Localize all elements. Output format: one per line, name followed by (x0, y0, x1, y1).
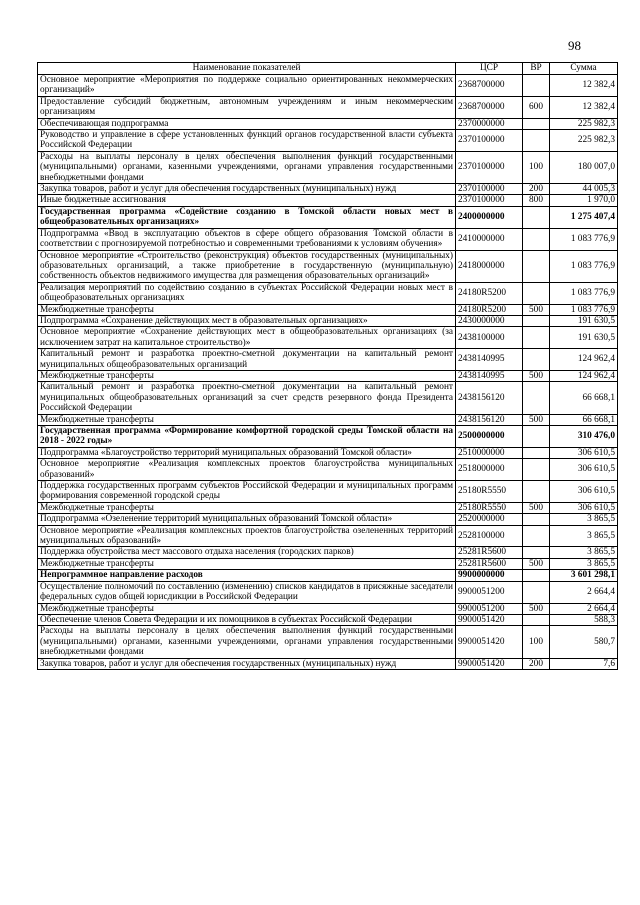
row-sum-cell: 588,3 (550, 614, 618, 625)
row-csr-cell: 2438140995 (456, 370, 523, 381)
row-name-cell: Межбюджетные трансферты (38, 370, 456, 381)
row-name-cell: Расходы на выплаты персоналу в целях обеспечения выполнения функций государственными (муниципальными) органами, казенными учреждениями, органами управления государственными внебюджетными фондами (38, 151, 456, 183)
table-row (38, 514, 618, 525)
row-name-cell: Обеспечение членов Совета Федерации и их помощников в субъектах Российской Федерации (38, 614, 456, 625)
row-csr-cell: 25180R5550 (456, 502, 523, 513)
row-csr-cell: 2370100000 (456, 184, 523, 195)
budget-table (37, 62, 618, 670)
row-name-cell: Основное мероприятие «Сохранение действующих мест в общеобразовательных организациях (за исключением затрат на капитальное строительство)» (38, 327, 456, 349)
row-vr-cell: 500 (523, 558, 550, 569)
row-name-cell: Межбюджетные трансферты (38, 414, 456, 425)
row-vr-cell (523, 315, 550, 326)
row-vr-cell (523, 75, 550, 97)
row-csr-cell: 2528100000 (456, 525, 523, 547)
row-csr-cell: 9900051420 (456, 658, 523, 669)
table-row (38, 96, 618, 118)
row-sum-cell: 310 476,0 (550, 426, 618, 448)
row-sum-cell: 306 610,5 (550, 447, 618, 458)
row-sum-cell: 66 668,1 (550, 382, 618, 414)
row-name-cell: Подпрограмма «Озеленение территорий муниципальных образований Томской области» (38, 514, 456, 525)
row-csr-cell: 25281R5600 (456, 547, 523, 558)
row-csr-cell: 2518000000 (456, 459, 523, 481)
table-body (38, 75, 618, 670)
table-row (38, 304, 618, 315)
table-row (38, 195, 618, 206)
row-csr-cell: 2370100000 (456, 195, 523, 206)
row-sum-cell: 180 007,0 (550, 151, 618, 183)
row-sum-cell: 1 970,0 (550, 195, 618, 206)
row-sum-cell: 306 610,5 (550, 459, 618, 481)
row-sum-cell: 225 982,3 (550, 130, 618, 152)
table-row (38, 75, 618, 97)
table-row (38, 570, 618, 581)
row-name-cell: Подпрограмма «Ввод в эксплуатацию объектов в сфере общего образования Томской области в соответствии с прогнозируемой потребностью и современными требованиями к условиям обучения» (38, 228, 456, 250)
row-name-cell: Межбюджетные трансферты (38, 304, 456, 315)
row-vr-cell: 500 (523, 414, 550, 425)
row-name-cell: Капитальный ремонт и разработка проектно-сметной документации на капитальный ремонт муниципальных общеобразовательных организаций (38, 349, 456, 371)
row-csr-cell: 2510000000 (456, 447, 523, 458)
row-vr-cell: 500 (523, 304, 550, 315)
table-row (38, 603, 618, 614)
table-row (38, 282, 618, 304)
row-vr-cell: 500 (523, 502, 550, 513)
row-vr-cell (523, 382, 550, 414)
row-vr-cell: 100 (523, 626, 550, 658)
row-vr-cell (523, 228, 550, 250)
row-csr-cell: 9900051200 (456, 581, 523, 603)
row-name-cell: Основное мероприятие «Мероприятия по поддержке социально ориентированных некоммерческих организаций» (38, 75, 456, 97)
row-name-cell: Предоставление субсидий бюджетным, автономным учреждениям и иным некоммерческим организациям (38, 96, 456, 118)
row-csr-cell: 2368700000 (456, 75, 523, 97)
row-csr-cell: 2438156120 (456, 414, 523, 425)
row-sum-cell: 2 664,4 (550, 603, 618, 614)
row-vr-cell (523, 282, 550, 304)
row-csr-cell: 9900000000 (456, 570, 523, 581)
row-vr-cell (523, 426, 550, 448)
row-vr-cell (523, 250, 550, 282)
table-row (38, 459, 618, 481)
row-vr-cell (523, 525, 550, 547)
row-sum-cell: 7,6 (550, 658, 618, 669)
table-row (38, 349, 618, 371)
row-name-cell: Руководство и управление в сфере установленных функций органов государственной власти субъекта Российской Федерации (38, 130, 456, 152)
row-csr-cell: 2438140995 (456, 349, 523, 371)
row-vr-cell (523, 130, 550, 152)
table-row (38, 130, 618, 152)
row-csr-cell: 9900051200 (456, 603, 523, 614)
row-sum-cell: 124 962,4 (550, 349, 618, 371)
row-vr-cell: 100 (523, 151, 550, 183)
row-name-cell: Подпрограмма «Благоустройство территорий муниципальных образований Томской области» (38, 447, 456, 458)
row-vr-cell (523, 447, 550, 458)
table-row (38, 370, 618, 381)
header-csr: ЦСР (456, 63, 523, 75)
row-sum-cell: 580,7 (550, 626, 618, 658)
row-csr-cell: 2370000000 (456, 118, 523, 129)
row-vr-cell (523, 481, 550, 503)
table-row (38, 426, 618, 448)
table-row (38, 614, 618, 625)
row-name-cell: Основное мероприятие «Реализация комплексных проектов благоустройства муниципальных образований» (38, 459, 456, 481)
row-vr-cell (523, 118, 550, 129)
row-vr-cell: 200 (523, 658, 550, 669)
row-vr-cell (523, 514, 550, 525)
row-sum-cell: 306 610,5 (550, 502, 618, 513)
row-sum-cell: 3 601 298,1 (550, 570, 618, 581)
table-row (38, 327, 618, 349)
row-sum-cell: 1 083 776,9 (550, 282, 618, 304)
row-csr-cell: 2500000000 (456, 426, 523, 448)
row-sum-cell: 3 865,5 (550, 525, 618, 547)
row-name-cell: Межбюджетные трансферты (38, 603, 456, 614)
row-csr-cell: 25180R5550 (456, 481, 523, 503)
table-row (38, 626, 618, 658)
table-row (38, 206, 618, 228)
header-name: Наименование показателей (38, 63, 456, 75)
row-sum-cell: 66 668,1 (550, 414, 618, 425)
row-name-cell: Расходы на выплаты персоналу в целях обеспечения выполнения функций государственными (муниципальными) органами, казенными учреждениями, органами управления государственными внебюджетными фондами (38, 626, 456, 658)
table-row (38, 250, 618, 282)
row-vr-cell: 200 (523, 184, 550, 195)
row-sum-cell: 3 865,5 (550, 514, 618, 525)
row-csr-cell: 2520000000 (456, 514, 523, 525)
row-vr-cell (523, 349, 550, 371)
table-row (38, 658, 618, 669)
table-row (38, 481, 618, 503)
row-sum-cell: 191 630,5 (550, 315, 618, 326)
row-sum-cell: 3 865,5 (550, 558, 618, 569)
row-csr-cell: 2400000000 (456, 206, 523, 228)
row-name-cell: Обеспечивающая подпрограмма (38, 118, 456, 129)
table-row (38, 581, 618, 603)
row-vr-cell (523, 459, 550, 481)
row-name-cell: Иные бюджетные ассигнования (38, 195, 456, 206)
row-sum-cell: 124 962,4 (550, 370, 618, 381)
row-sum-cell: 12 382,4 (550, 75, 618, 97)
row-name-cell: Капитальный ремонт и разработка проектно-сметной документации на капитальный ремонт муниципальных общеобразовательных организаций за счет средств резервного фонда Президента Российской Федерации (38, 382, 456, 414)
row-vr-cell (523, 570, 550, 581)
table-row (38, 228, 618, 250)
row-sum-cell: 306 610,5 (550, 481, 618, 503)
table-row (38, 502, 618, 513)
row-name-cell: Подпрограмма «Сохранение действующих мест в образовательных организациях» (38, 315, 456, 326)
row-name-cell: Государственная программа «Содействие созданию в Томской области новых мест в общеобразовательных организациях» (38, 206, 456, 228)
row-name-cell: Реализация мероприятий по содействию созданию в субъектах Российской Федерации новых мест в общеобразовательных организациях (38, 282, 456, 304)
row-name-cell: Непрограммное направление расходов (38, 570, 456, 581)
table-row (38, 414, 618, 425)
header-vr: ВР (523, 63, 550, 75)
row-name-cell: Основное мероприятие «Строительство (реконструкция) объектов государственных (муниципальных) образовательных организаций, а также приобретение в государственную (муниципальную) собственность объектов недвижимого имущества для размещения образовательных организаций» (38, 250, 456, 282)
row-csr-cell: 24180R5200 (456, 282, 523, 304)
row-csr-cell: 9900051420 (456, 626, 523, 658)
row-name-cell: Государственная программа «Формирование комфортной городской среды Томской области на 2018 - 2022 годы» (38, 426, 456, 448)
row-sum-cell: 1 083 776,9 (550, 228, 618, 250)
table-row (38, 151, 618, 183)
row-sum-cell: 3 865,5 (550, 547, 618, 558)
row-sum-cell: 225 982,3 (550, 118, 618, 129)
row-csr-cell: 24180R5200 (456, 304, 523, 315)
row-csr-cell: 2370100000 (456, 151, 523, 183)
row-vr-cell (523, 547, 550, 558)
row-name-cell: Межбюджетные трансферты (38, 502, 456, 513)
row-vr-cell (523, 614, 550, 625)
row-vr-cell (523, 581, 550, 603)
row-sum-cell: 12 382,4 (550, 96, 618, 118)
row-sum-cell: 44 005,3 (550, 184, 618, 195)
row-name-cell: Закупка товаров, работ и услуг для обеспечения государственных (муниципальных) нужд (38, 658, 456, 669)
table-header-row (38, 63, 618, 75)
row-sum-cell: 1 083 776,9 (550, 250, 618, 282)
row-csr-cell: 2438100000 (456, 327, 523, 349)
row-sum-cell: 2 664,4 (550, 581, 618, 603)
row-name-cell: Поддержка обустройства мест массового отдыха населения (городских парков) (38, 547, 456, 558)
row-name-cell: Межбюджетные трансферты (38, 558, 456, 569)
row-name-cell: Основное мероприятие «Реализация комплексных проектов благоустройства озелененных территорий муниципальных образований» (38, 525, 456, 547)
row-name-cell: Закупка товаров, работ и услуг для обеспечения государственных (муниципальных) нужд (38, 184, 456, 195)
table-row (38, 184, 618, 195)
row-sum-cell: 1 275 407,4 (550, 206, 618, 228)
header-sum: Сумма (550, 63, 618, 75)
row-vr-cell (523, 206, 550, 228)
row-csr-cell: 9900051420 (456, 614, 523, 625)
row-vr-cell: 600 (523, 96, 550, 118)
row-vr-cell: 500 (523, 370, 550, 381)
table-row (38, 447, 618, 458)
row-vr-cell: 500 (523, 603, 550, 614)
row-vr-cell (523, 327, 550, 349)
row-csr-cell: 2438156120 (456, 382, 523, 414)
table-row (38, 558, 618, 569)
row-csr-cell: 2410000000 (456, 228, 523, 250)
table-row (38, 547, 618, 558)
table-row (38, 525, 618, 547)
row-csr-cell: 2368700000 (456, 96, 523, 118)
row-vr-cell: 800 (523, 195, 550, 206)
row-name-cell: Осуществление полномочий по составлению (изменению) списков кандидатов в присяжные заседатели федеральных судов общей юрисдикции в Российской Федерации (38, 581, 456, 603)
row-name-cell: Поддержка государственных программ субъектов Российской Федерации и муниципальных программ формирования современной городской среды (38, 481, 456, 503)
row-csr-cell: 2430000000 (456, 315, 523, 326)
page-number: 98 (568, 38, 581, 53)
row-csr-cell: 2418000000 (456, 250, 523, 282)
row-csr-cell: 25281R5600 (456, 558, 523, 569)
row-sum-cell: 1 083 776,9 (550, 304, 618, 315)
row-sum-cell: 191 630,5 (550, 327, 618, 349)
table-row (38, 118, 618, 129)
table-row (38, 382, 618, 414)
table-row (38, 315, 618, 326)
row-csr-cell: 2370100000 (456, 130, 523, 152)
